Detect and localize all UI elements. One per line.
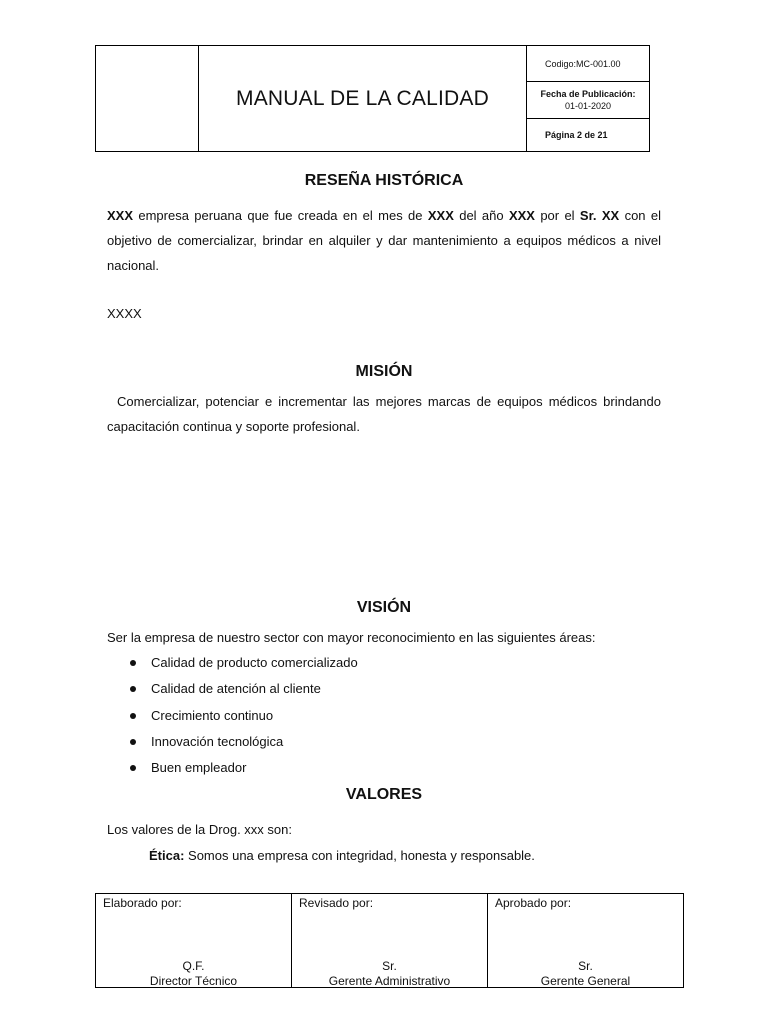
valores-intro: Los valores de la Drog. xxx son: <box>107 822 292 837</box>
list-item: Crecimiento continuo <box>107 703 358 729</box>
resena-text-1: empresa peruana que fue creada en el mes de <box>133 208 428 223</box>
signature-cell-revisado <box>292 894 488 987</box>
mision-text: Comercializar, potenciar e incrementar las mejores marcas de equipos médicos brindando capacitación continua y soporte profesional. <box>107 394 661 434</box>
resena-text-2: del año <box>453 208 509 223</box>
company-placeholder: XXX <box>107 208 134 223</box>
vision-intro: Ser la empresa de nuestro sector con mayor reconocimiento en las siguientes áreas: <box>107 630 596 645</box>
list-item: Buen empleador <box>107 755 358 781</box>
document-title: MANUAL DE LA CALIDAD <box>199 46 527 151</box>
list-item: Innovación tecnológica <box>107 729 358 755</box>
signature-cell-elaborado <box>96 894 292 987</box>
resena-text-4: con el objetivo de comercializar, brindar en alquiler y dar mantenimiento a equipos médicos a nivel nacional. <box>107 208 662 273</box>
valores-heading: VALORES <box>345 786 423 803</box>
signature-name: Q.F. <box>182 959 205 973</box>
logo-cell <box>96 46 199 151</box>
etica-line <box>149 843 669 868</box>
signature-label: Revisado por: <box>299 896 374 910</box>
resena-heading: RESEÑA HISTÓRICA <box>304 172 464 189</box>
etica-text: Somos una empresa con integridad, honesta y responsable. <box>184 848 535 863</box>
signature-label: Elaborado por: <box>103 896 182 910</box>
vision-heading: VISIÓN <box>356 599 412 616</box>
header-table <box>95 45 650 152</box>
signature-cell-aprobado <box>488 894 683 987</box>
signature-name: Sr. <box>382 959 397 973</box>
publication-date-field <box>527 82 649 119</box>
signature-role: Gerente General <box>540 974 631 988</box>
mision-heading: MISIÓN <box>355 363 413 380</box>
founder-placeholder: Sr. XX <box>579 208 620 223</box>
list-item: Calidad de atención al cliente <box>107 676 358 702</box>
signature-table <box>95 893 684 988</box>
etica-label: Ética: <box>149 848 185 863</box>
resena-placeholder: XXXX <box>107 306 142 321</box>
header-meta <box>527 46 649 151</box>
publication-date-label: Fecha de Publicación: <box>540 89 636 99</box>
publication-date-value: 01-01-2020 <box>564 101 612 111</box>
month-placeholder: XXX <box>427 208 454 223</box>
page-number-field: Página 2 de 21 <box>545 130 608 140</box>
vision-list <box>107 650 358 781</box>
resena-paragraph <box>107 203 661 278</box>
signature-name: Sr. <box>578 959 593 973</box>
signature-role: Director Técnico <box>149 974 238 988</box>
signature-role: Gerente Administrativo <box>328 974 451 988</box>
signature-label: Aprobado por: <box>495 896 572 910</box>
resena-text-3: por el <box>534 208 580 223</box>
year-placeholder: XXX <box>508 208 535 223</box>
code-field: Codigo:MC-001.00 <box>527 46 649 82</box>
list-item: Calidad de producto comercializado <box>107 650 358 676</box>
